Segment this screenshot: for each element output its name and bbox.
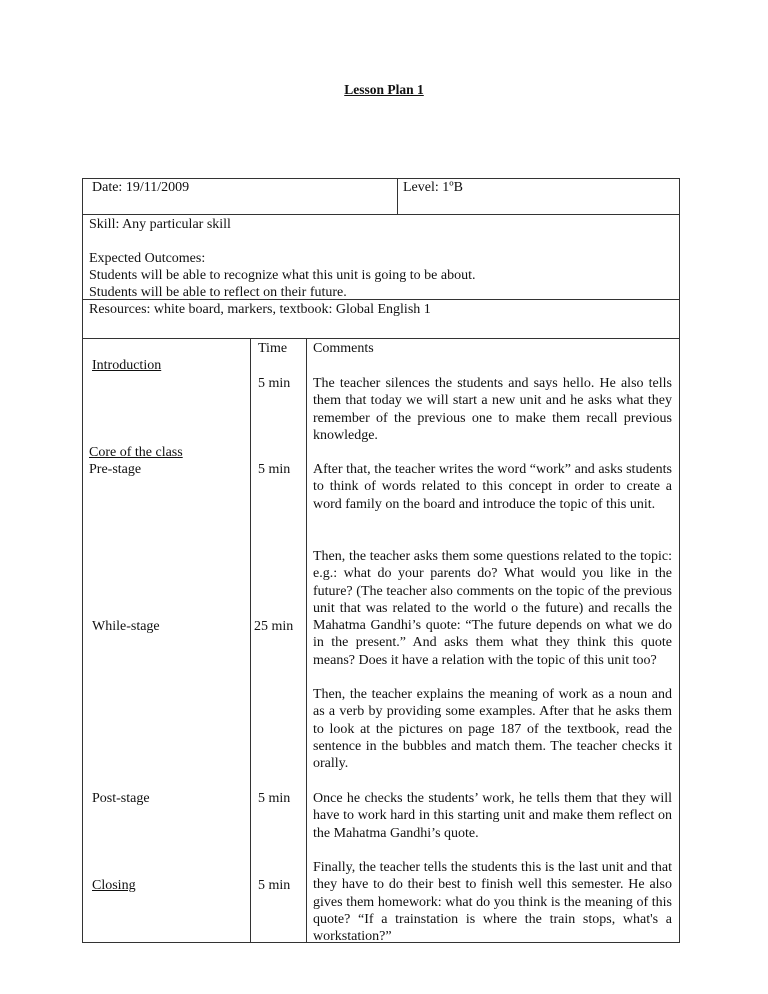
comments-header: Comments <box>313 341 374 356</box>
time-while: 25 min <box>254 619 294 634</box>
stage-pre: Pre-stage <box>89 462 142 477</box>
date-field: Date: 19/11/2009 <box>92 180 190 195</box>
comment-closing: Finally, the teacher tells the students this is the last unit and that they have to do their best to finish well this semester. He also gives them homework: what do you think is the meaning of this quote? “If a trainstation is where the train stops, what's a workstation?” <box>313 860 672 945</box>
comment-while-1: Then, the teacher asks them some questions related to the topic: e.g.: what do your parents do? What would you like in the future? (The teacher also comments on the topic of the previous unit that was related to the world o the future) and recalls the Mahatma Gandhi’s quote: “The future depends on what we do in the present.” And asks them what they think this quote means? Does it have a relation with the topic of this unit too? <box>313 549 672 668</box>
outcome-item: Students will be able to recognize what this unit is going to be about. <box>89 268 476 283</box>
stage-core: Core of the class <box>89 445 183 460</box>
page-title: Lesson Plan 1 <box>344 82 424 97</box>
resources-field: Resources: white board, markers, textbook: Global English 1 <box>89 302 431 317</box>
time-introduction: 5 min <box>258 376 291 391</box>
outcomes-label: Expected Outcomes: <box>89 251 206 266</box>
comment-post: Once he checks the students’ work, he tells them that they will have to work hard in this starting unit and make them reflect on the Mahatma Gandhi’s quote. <box>313 791 672 841</box>
stage-introduction: Introduction <box>92 358 162 373</box>
divider <box>306 338 307 943</box>
stage-closing: Closing <box>92 878 136 893</box>
stage-while: While-stage <box>92 619 160 634</box>
skill-field: Skill: Any particular skill <box>89 217 231 232</box>
time-header: Time <box>258 341 288 356</box>
stage-post: Post-stage <box>92 791 150 806</box>
divider <box>397 178 398 215</box>
outcome-item: Students will be able to reflect on their future. <box>89 285 347 300</box>
comment-introduction: The teacher silences the students and says hello. He also tells them that today we will start a new unit and he asks what they remember of the previous one to make them recall previous knowledge. <box>313 376 672 443</box>
time-closing: 5 min <box>258 878 291 893</box>
level-field: Level: 1ºB <box>403 180 463 195</box>
time-post: 5 min <box>258 791 291 806</box>
divider <box>250 338 251 943</box>
time-pre: 5 min <box>258 462 291 477</box>
comment-while-2: Then, the teacher explains the meaning of work as a noun and as a verb by providing some examples. After that he asks them to look at the pictures on page 187 of the textbook, read the sentence in the bubbles and match them. The teacher checks it orally. <box>313 687 672 772</box>
comment-pre: After that, the teacher writes the word “work” and asks students to think of words related to this concept in order to create a word family on the board and introduce the topic of this unit. <box>313 462 672 512</box>
divider <box>82 214 680 215</box>
